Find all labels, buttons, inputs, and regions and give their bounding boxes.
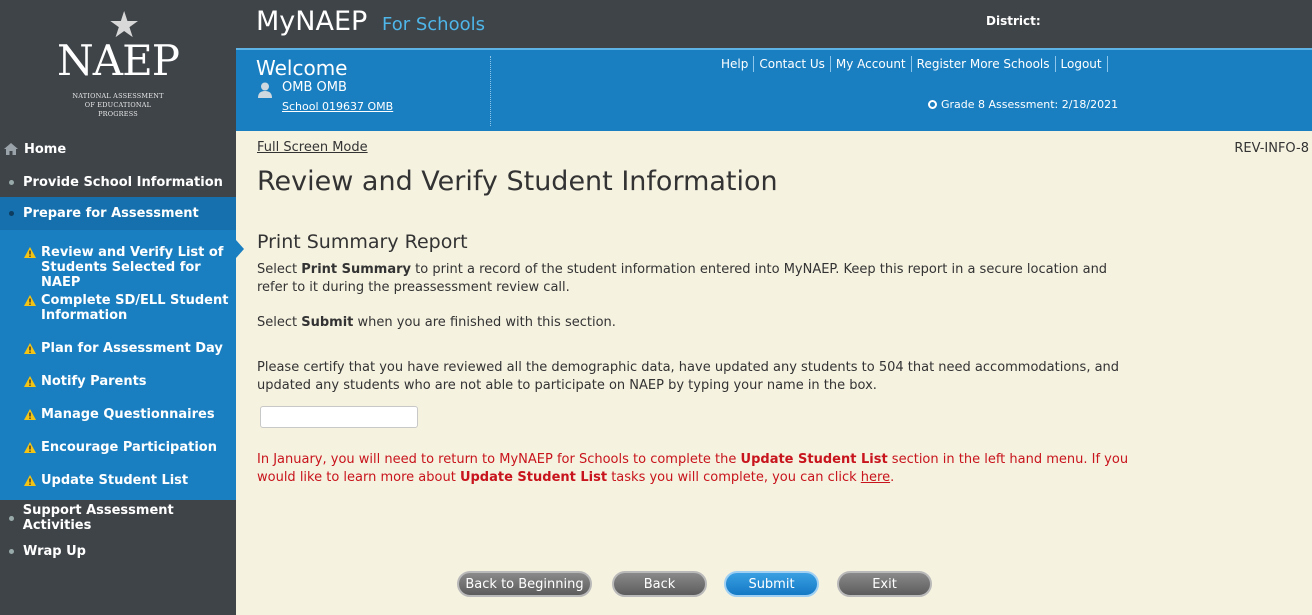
welcome-bar xyxy=(236,48,1312,131)
submit-instructions xyxy=(257,314,1137,332)
sidebar-item-plan-assessment-day[interactable] xyxy=(0,341,236,356)
home-icon xyxy=(4,143,18,155)
sidebar-item-label: Support Assessment Activities xyxy=(22,503,174,533)
top-header xyxy=(236,0,1312,48)
divider xyxy=(490,56,491,126)
warning-icon xyxy=(24,442,36,453)
bullet-icon xyxy=(9,211,14,216)
register-more-schools-link[interactable]: Register More Schools xyxy=(912,56,1056,72)
logo-text: NAEP xyxy=(57,36,179,85)
certify-instructions: Please certify that you have reviewed all the demographic data, have updated any students to 504 that need accommodations, and updated any students who are not able to participate on NAEP by typing your name in the box. xyxy=(257,360,1120,393)
page-code: REV-INFO-8 xyxy=(1234,141,1309,156)
text: to print a record of the student information entered into MyNAEP. Keep this report in a secure location and refer to it during the preassessment review call. xyxy=(257,262,1108,295)
warning-icon xyxy=(24,475,36,486)
grade-info xyxy=(928,98,1118,111)
text: tasks you will complete, you can click xyxy=(607,470,861,485)
here-link[interactable]: here xyxy=(860,470,891,485)
logo-subtitle-line: PROGRESS xyxy=(98,110,138,118)
sidebar-item-label: Plan for Assessment Day xyxy=(41,341,223,356)
sidebar-item-label: Notify Parents xyxy=(41,374,147,389)
back-to-beginning-button[interactable]: Back to Beginning xyxy=(457,571,592,597)
sidebar-item-label: Wrap Up xyxy=(23,543,86,559)
text: Select xyxy=(257,315,302,330)
update-student-list-label: Update Student List xyxy=(459,470,608,485)
district-label: District: xyxy=(986,14,1041,28)
sidebar-item-prepare-for-assessment[interactable] xyxy=(0,197,236,230)
sidebar xyxy=(0,131,236,615)
page-title: Review and Verify Student Information xyxy=(257,166,778,197)
naep-logo xyxy=(0,0,236,131)
user-name: OMB OMB xyxy=(282,80,347,95)
exit-button[interactable]: Exit xyxy=(837,571,932,597)
sidebar-item-encourage-participation[interactable] xyxy=(0,440,236,455)
text: Select xyxy=(257,262,302,277)
logo-subtitle xyxy=(0,92,236,119)
logo-subtitle-line: OF EDUCATIONAL xyxy=(84,101,152,109)
sidebar-item-label: Prepare for Assessment xyxy=(23,206,199,221)
print-summary-label: Print Summary xyxy=(301,262,412,277)
section-title: Print Summary Report xyxy=(257,231,468,253)
app-subtitle: For Schools xyxy=(382,14,485,35)
sidebar-item-provide-school-information[interactable] xyxy=(0,172,236,192)
bullet-icon xyxy=(9,516,14,521)
grade-info-text: Grade 8 Assessment: 2/18/2021 xyxy=(941,98,1119,111)
contact-us-link[interactable]: Contact Us xyxy=(754,56,831,72)
sidebar-item-notify-parents[interactable] xyxy=(0,374,236,389)
star-icon: ★ xyxy=(108,5,141,46)
welcome-title: Welcome xyxy=(256,56,348,80)
sidebar-section-prepare xyxy=(0,197,236,500)
logo-subtitle-line: NATIONAL ASSESSMENT xyxy=(72,92,164,100)
help-link[interactable]: Help xyxy=(716,56,754,72)
logout-link[interactable]: Logout xyxy=(1056,56,1108,72)
sidebar-item-update-student-list[interactable] xyxy=(0,473,236,488)
print-summary-instructions xyxy=(257,261,1137,297)
full-screen-mode-link[interactable]: Full Screen Mode xyxy=(257,140,368,155)
text: section in the left hand menu. If you would like to learn more about xyxy=(257,452,1129,485)
sidebar-item-label: Home xyxy=(24,141,67,157)
radio-circle-icon xyxy=(928,100,937,109)
sidebar-item-label: Review and Verify List of Students Selected for NAEP xyxy=(41,245,224,290)
certify-name-input[interactable] xyxy=(260,406,418,428)
update-student-list-label: Update Student List xyxy=(740,452,888,467)
sidebar-item-complete-sd-ell[interactable] xyxy=(0,293,236,323)
warning-icon xyxy=(24,376,36,387)
app-title: MyNAEP xyxy=(256,6,368,37)
sidebar-item-label: Provide School Information xyxy=(23,174,223,190)
sidebar-item-label: Complete SD/ELL Student Information xyxy=(41,293,229,323)
submit-button[interactable]: Submit xyxy=(724,571,819,597)
text: In January, you will need to return to MyNAEP for Schools to complete the xyxy=(257,452,741,467)
sidebar-item-home[interactable] xyxy=(0,139,236,159)
school-link[interactable]: School 019637 OMB xyxy=(282,100,394,113)
active-item-arrow-icon xyxy=(236,240,244,258)
warning-icon xyxy=(24,295,36,306)
bullet-icon xyxy=(9,180,14,185)
sidebar-item-label: Update Student List xyxy=(41,473,189,488)
top-nav xyxy=(716,56,1108,72)
warning-icon xyxy=(24,247,36,258)
warning-icon xyxy=(24,343,36,354)
text: . xyxy=(890,470,895,485)
submit-label: Submit xyxy=(301,315,354,330)
bullet-icon xyxy=(9,549,14,554)
sidebar-item-wrap-up[interactable] xyxy=(0,541,236,561)
text: when you are finished with this section. xyxy=(353,315,616,330)
back-button[interactable]: Back xyxy=(612,571,707,597)
sidebar-item-label: Manage Questionnaires xyxy=(41,407,215,422)
sidebar-item-support-assessment-activities[interactable] xyxy=(0,503,236,533)
user-icon xyxy=(258,82,272,98)
january-notice xyxy=(257,451,1137,487)
warning-icon xyxy=(24,409,36,420)
sidebar-item-label: Encourage Participation xyxy=(41,440,217,455)
sidebar-item-manage-questionnaires[interactable] xyxy=(0,407,236,422)
my-account-link[interactable]: My Account xyxy=(831,56,912,72)
sidebar-item-review-verify-list[interactable] xyxy=(0,245,236,290)
